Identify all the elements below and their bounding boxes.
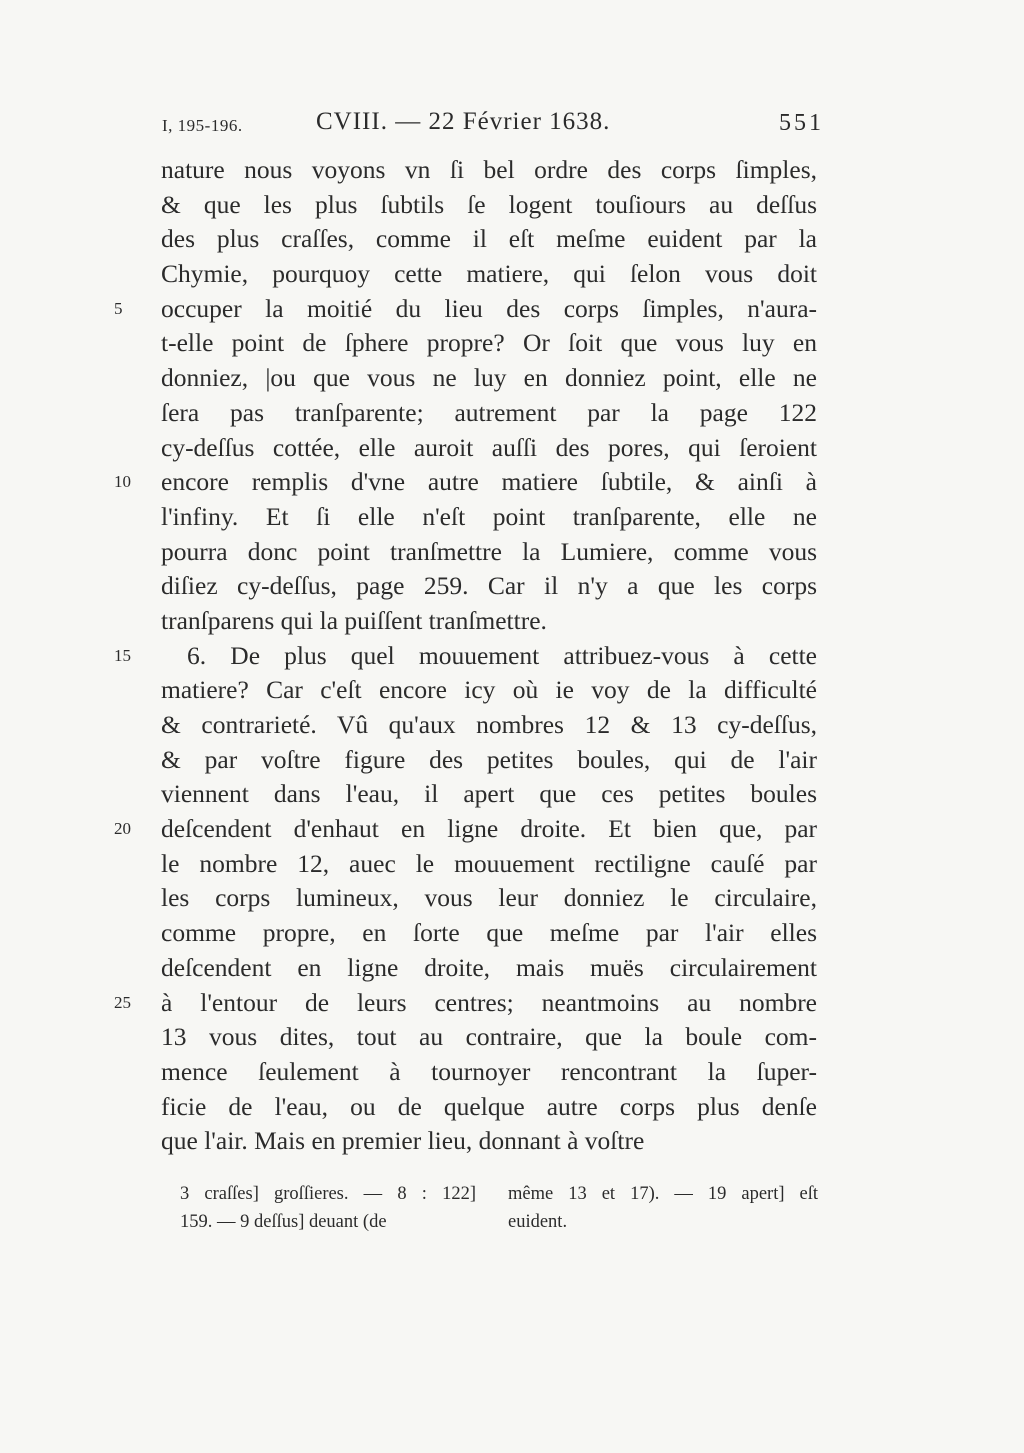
text-line <box>161 1124 817 1159</box>
line-text: encore remplis d'vne autre matiere ſubtile, & ainſi à <box>161 467 817 497</box>
text-line <box>161 396 817 431</box>
line-text: tranſparens qui la puiſſent tranſmettre. <box>161 605 547 635</box>
line-text: & par voſtre figure des petites boules, qui de l'air <box>161 744 817 774</box>
text-line <box>161 881 817 916</box>
line-text: mence ſeulement à tournoyer rencontrant la ſuper- <box>161 1056 817 1086</box>
line-number: 20 <box>114 819 131 839</box>
footnote-line: 159. — 9 deſſus] deuant (de <box>180 1212 387 1232</box>
line-number: 10 <box>114 472 131 492</box>
text-line <box>161 188 817 223</box>
text-line <box>161 500 817 535</box>
footnote-column-left <box>180 1180 476 1236</box>
line-text: à l'entour de leurs centres; neantmoins au nombre <box>161 987 817 1017</box>
text-line <box>114 812 817 847</box>
line-text: comme propre, en ſorte que meſme par l'air elles <box>161 918 817 948</box>
volume-reference: I, 195-196. <box>162 116 243 135</box>
line-text: des plus craſſes, comme il eſt meſme euident par la <box>161 224 817 254</box>
line-text: Chymie, pourquoy cette matiere, qui ſelon vous doit <box>161 259 817 289</box>
text-line <box>161 951 817 986</box>
text-line <box>114 292 817 327</box>
line-text: t-elle point de ſphere propre? Or ſoit que vous luy en <box>161 328 817 358</box>
footnote-column-right <box>508 1180 818 1236</box>
text-line <box>161 847 817 882</box>
line-text: occuper la moitié du lieu des corps ſimples, n'aura- <box>161 293 817 323</box>
line-text: l'infiny. Et ſi elle n'eſt point tranſparente, elle ne <box>161 501 817 531</box>
text-line <box>161 1055 817 1090</box>
text-line <box>161 916 817 951</box>
line-number: 5 <box>114 298 123 318</box>
text-line <box>161 604 817 639</box>
text-line <box>161 708 817 743</box>
text-line <box>161 153 817 188</box>
line-number: 25 <box>114 992 131 1012</box>
text-line <box>161 743 817 778</box>
text-line <box>114 986 817 1021</box>
line-text: 6. De plus quel mouuement attribuez-vous à cette <box>187 640 817 670</box>
text-line <box>161 777 817 812</box>
footnote-line: même 13 et 17). — 19 apert] eſt <box>508 1184 818 1204</box>
line-text: les corps lumineux, vous leur donniez le circulaire, <box>161 883 817 913</box>
line-text: nature nous voyons vn ſi bel ordre des corps ſimples, <box>161 155 817 184</box>
line-text: & contrarieté. Vû qu'aux nombres 12 & 13 cy-deſſus, <box>161 710 817 739</box>
line-text: viennent dans l'eau, il apert que ces petites boules <box>161 779 817 809</box>
line-number: 15 <box>114 645 131 665</box>
letter-heading: CVIII. — 22 Février 1638. <box>316 108 611 135</box>
text-line <box>161 673 817 708</box>
line-text: diſiez cy-deſſus, page 259. Car il n'y a que les corps <box>161 571 817 601</box>
line-text: ſera pas tranſparente; autrement par la page 122 <box>161 397 817 427</box>
text-line <box>161 326 817 361</box>
text-line <box>161 257 817 292</box>
main-text <box>114 153 817 1159</box>
line-text: que l'air. Mais en premier lieu, donnant à voſtre <box>161 1126 645 1156</box>
line-text: ficie de l'eau, ou de quelque autre corps plus denſe <box>161 1091 817 1121</box>
text-line <box>161 535 817 570</box>
text-line <box>161 222 817 257</box>
line-text: matiere? Car c'eſt encore icy où ie voy de la difficulté <box>161 675 817 705</box>
text-line <box>161 569 817 604</box>
footnote-line: euident. <box>508 1212 568 1232</box>
text-line <box>114 639 817 674</box>
page-number: 551 <box>779 110 824 136</box>
text-line <box>161 431 817 466</box>
line-text: pourra donc point tranſmettre la Lumiere, comme vous <box>161 536 817 566</box>
text-line <box>161 1090 817 1125</box>
line-text: donniez, |ou que vous ne luy en donniez point, elle ne <box>161 363 817 393</box>
text-line <box>161 1020 817 1055</box>
text-line <box>161 361 817 396</box>
line-text: & que les plus ſubtils ſe logent touſiours au deſſus <box>161 189 817 219</box>
text-line <box>114 465 817 500</box>
line-text: cy-deſſus cottée, elle auroit auſſi des pores, qui ſeroient <box>161 432 817 462</box>
footnote-line: 3 craſſes] groſſieres. — 8 : 122] <box>180 1184 476 1204</box>
line-text: deſcendent d'enhaut en ligne droite. Et bien que, par <box>161 814 817 844</box>
line-text: le nombre 12, auec le mouuement rectiligne cauſé par <box>161 848 817 878</box>
page-header <box>158 108 824 142</box>
line-text: deſcendent en ligne droite, mais muës circulairement <box>161 952 817 982</box>
line-text: 13 vous dites, tout au contraire, que la boule com- <box>161 1022 817 1052</box>
